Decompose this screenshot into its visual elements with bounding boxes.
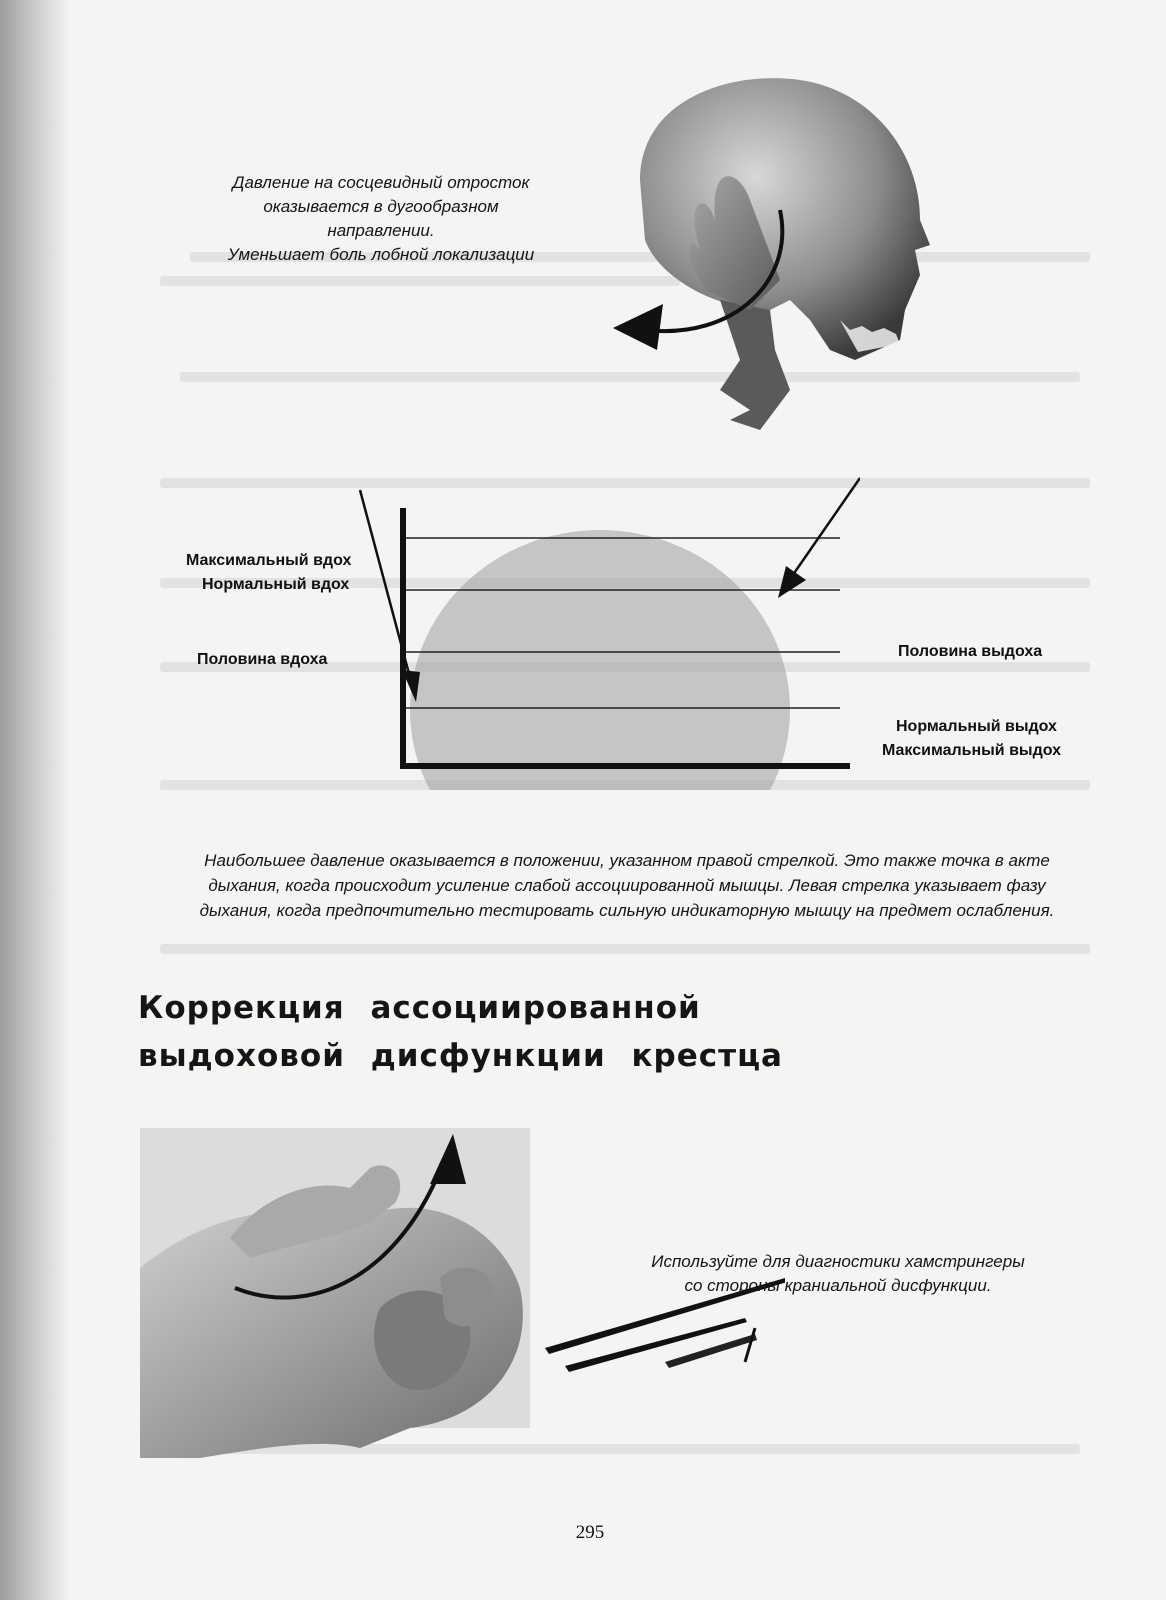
section-title	[138, 984, 783, 1080]
right-arrow	[788, 478, 860, 582]
figure1-caption	[200, 171, 562, 267]
right-arrow-head	[778, 566, 806, 598]
caption-line: направлении.	[327, 221, 435, 240]
caption-line: Используйте для диагностики хамстрингеры	[651, 1252, 1025, 1271]
bleed-through-line	[160, 944, 1090, 954]
label-half-exhale: Половина выдоха	[898, 643, 1043, 660]
section-title-line: выдоховой дисфункции крестца	[138, 1038, 783, 1074]
caption-line: дыхания, когда предпочтительно тестировать сильную индикаторную мышцу на предмет ослабления.	[199, 901, 1055, 920]
label-max-exhale: Максимальный выдох	[882, 742, 1062, 759]
curved-arrow-1	[605, 200, 805, 370]
label-max-inhale: Максимальный вдох	[186, 552, 352, 569]
figure2-caption	[628, 1250, 1048, 1298]
breathing-caption	[132, 848, 1122, 923]
caption-line: дыхания, когда происходит усиление слабой ассоциированной мышцы. Левая стрелка указывает фазу	[208, 876, 1046, 895]
page-number: 295	[575, 1522, 605, 1543]
sacrum-illustration	[140, 1128, 540, 1458]
caption-line: со стороны краниальной дисфункции.	[684, 1276, 992, 1295]
label-half-inhale: Половина вдоха	[197, 651, 328, 668]
page-gutter-shadow	[0, 0, 70, 1600]
breathing-diagram	[340, 470, 860, 790]
label-normal-exhale: Нормальный выдох	[896, 718, 1057, 735]
caption-line: оказывается в дугообразном	[263, 197, 499, 216]
caption-line: Уменьшает боль лобной локализации	[227, 245, 535, 264]
label-normal-inhale: Нормальный вдох	[202, 576, 350, 593]
section-title-line: Коррекция ассоциированной	[138, 990, 701, 1026]
breathing-shading	[410, 530, 790, 790]
caption-line: Давление на сосцевидный отросток	[232, 173, 530, 192]
caption-line: Наибольшее давление оказывается в положении, указанном правой стрелкой. Это также точка в акте	[204, 851, 1050, 870]
